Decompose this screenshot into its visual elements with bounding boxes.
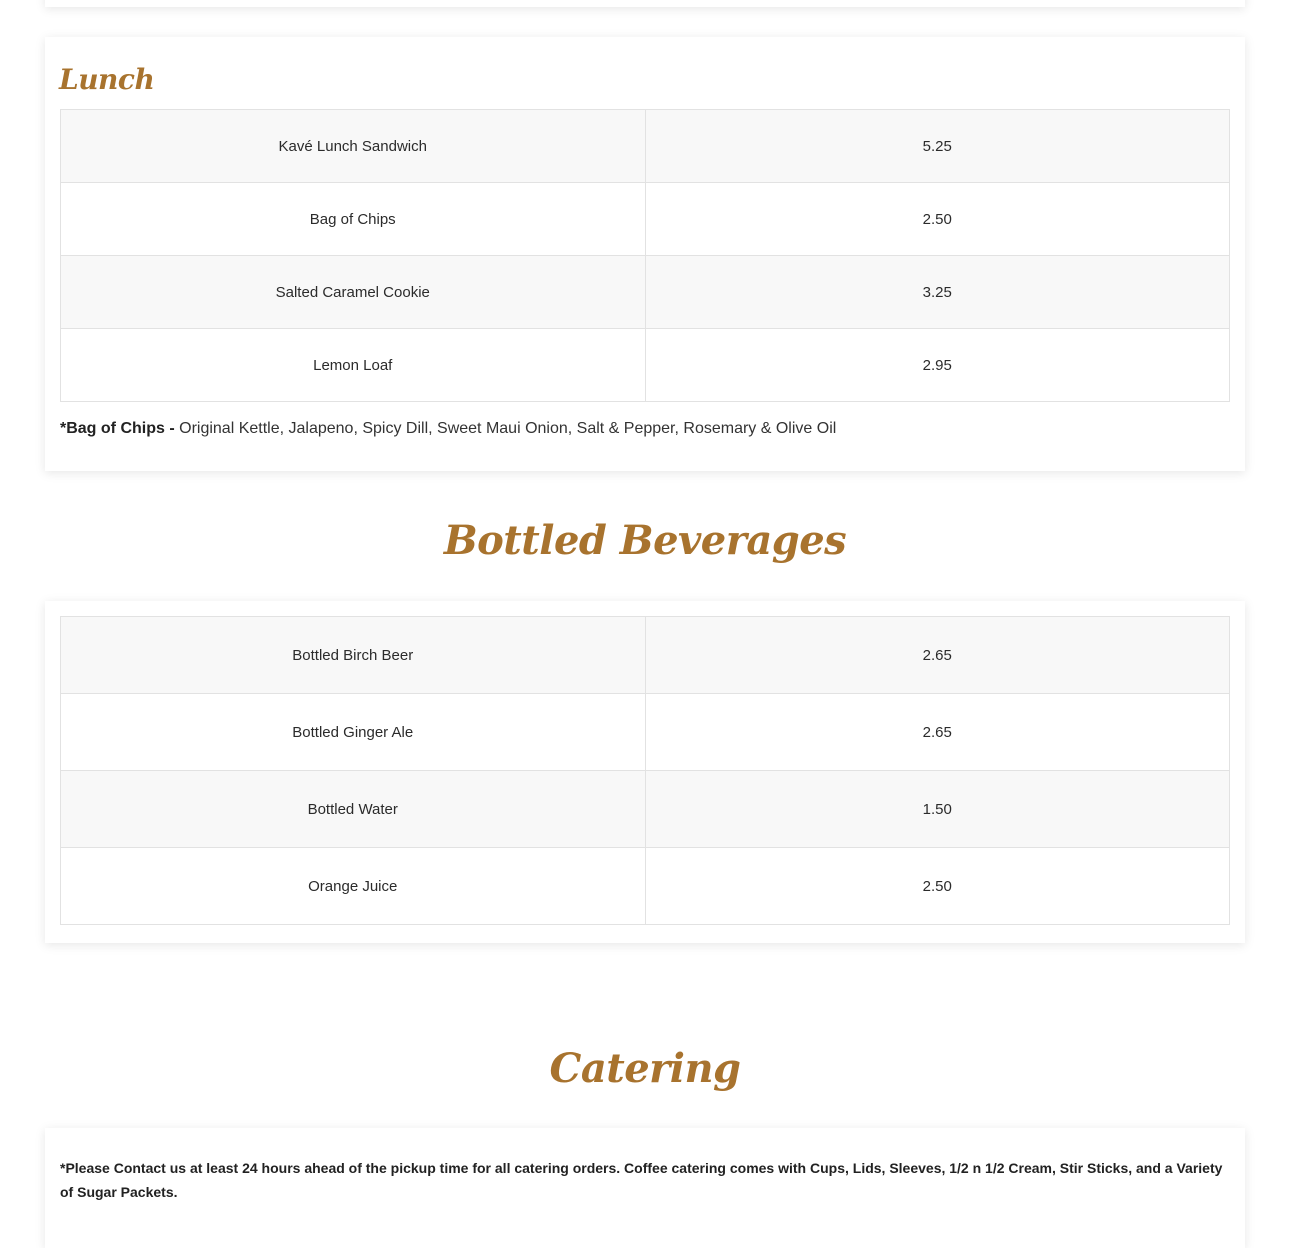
item-name: Kavé Lunch Sandwich (61, 110, 646, 183)
item-price: 2.50 (645, 183, 1230, 256)
item-price: 3.25 (645, 256, 1230, 329)
table-row (61, 694, 1230, 771)
chips-note-text: Original Kettle, Jalapeno, Spicy Dill, Sweet Maui Onion, Salt & Pepper, Rosemary & Olive Oil (179, 420, 837, 437)
bottled-beverages-title: Bottled Beverages (443, 517, 847, 564)
catering-title: Catering (549, 1045, 741, 1092)
item-price: 5.25 (645, 110, 1230, 183)
table-row (61, 256, 1230, 329)
item-name: Lemon Loaf (61, 329, 646, 402)
item-price: 2.95 (645, 329, 1230, 402)
item-name: Bottled Birch Beer (61, 617, 646, 694)
item-price: 2.65 (645, 617, 1230, 694)
item-name: Salted Caramel Cookie (61, 256, 646, 329)
table-row (61, 848, 1230, 925)
chips-note (60, 420, 836, 438)
lunch-menu-table (60, 109, 1230, 402)
item-name: Bottled Ginger Ale (61, 694, 646, 771)
lunch-title: Lunch (59, 63, 155, 96)
lunch-card (45, 37, 1245, 471)
item-price: 2.65 (645, 694, 1230, 771)
item-name: Bag of Chips (61, 183, 646, 256)
table-row (61, 329, 1230, 402)
catering-card (45, 1128, 1245, 1248)
table-row (61, 771, 1230, 848)
item-price: 2.50 (645, 848, 1230, 925)
chips-note-label: *Bag of Chips - (60, 420, 175, 437)
item-price: 1.50 (645, 771, 1230, 848)
previous-section-card (45, 0, 1245, 7)
table-row (61, 110, 1230, 183)
beverages-menu-table (60, 616, 1230, 925)
item-name: Orange Juice (61, 848, 646, 925)
bottled-beverages-card (45, 601, 1245, 943)
table-row (61, 183, 1230, 256)
catering-note: *Please Contact us at least 24 hours ahead of the pickup time for all catering orders. Coffee catering comes with Cups, Lids, Sleeves, 1/2 n 1/2 Cream, Stir Sticks, and a Variety of Sugar Packets. (60, 1160, 1223, 1200)
item-name: Bottled Water (61, 771, 646, 848)
table-row (61, 617, 1230, 694)
